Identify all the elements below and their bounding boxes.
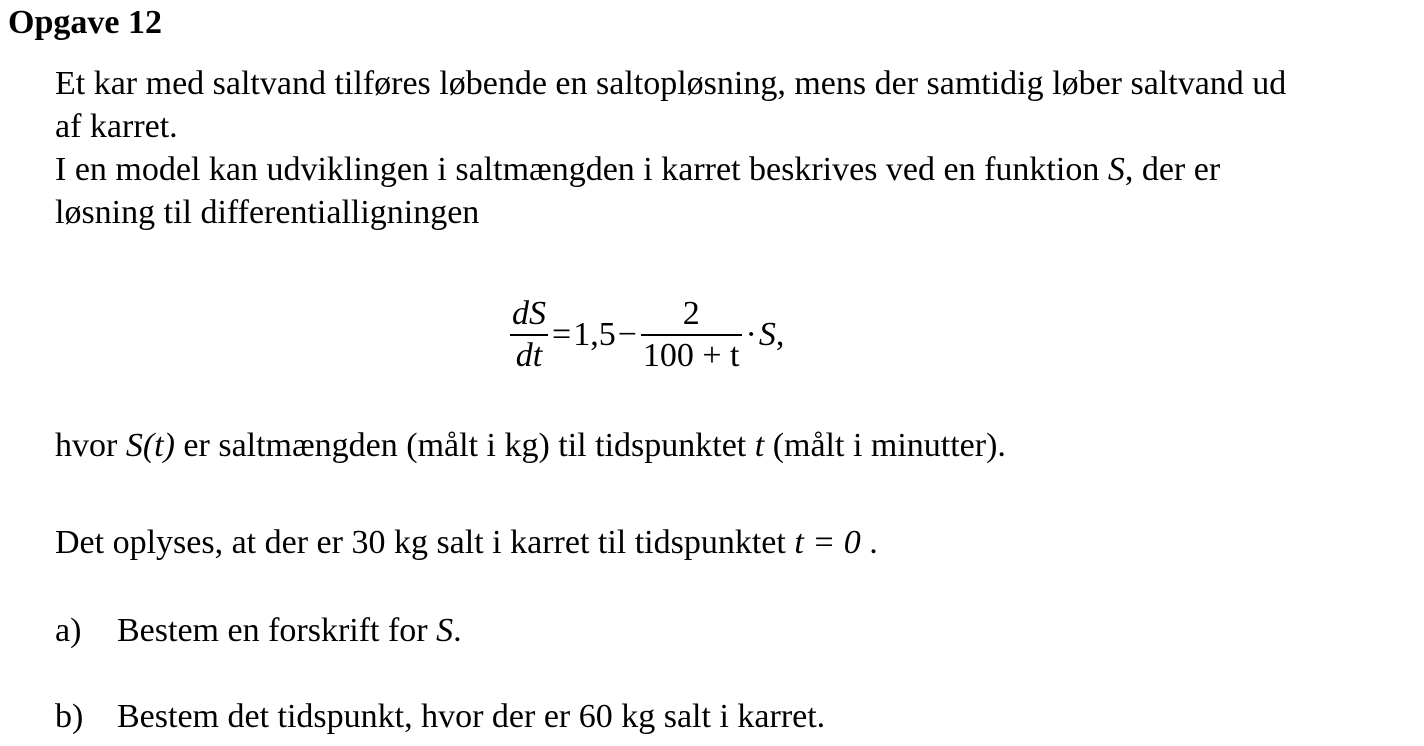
equation-function-symbol: S xyxy=(758,316,776,353)
rhs-denominator: 100 + t xyxy=(642,337,740,374)
rhs-numerator: 2 xyxy=(682,295,700,332)
initial-condition-post: . xyxy=(860,524,878,561)
question-a-period: . xyxy=(453,612,462,649)
question-a-function-symbol: S xyxy=(436,612,454,649)
minus-sign: − xyxy=(617,316,637,353)
question-a-text: Bestem en forskrift for xyxy=(117,612,437,649)
equation-trailing-comma: , xyxy=(775,316,785,353)
lhs-fraction xyxy=(510,294,548,376)
definition-paragraph xyxy=(55,424,1420,467)
intro-paragraph xyxy=(55,62,1420,148)
initial-condition-equation: t = 0 xyxy=(794,524,861,561)
model-line-1-post: , der er xyxy=(1124,151,1221,188)
intro-line-1: Et kar med saltvand tilføres løbende en saltopløsning, mens der samtidig løber saltvand ud xyxy=(55,65,1287,102)
differential-equation xyxy=(508,285,784,385)
model-paragraph xyxy=(55,148,1420,234)
constant-term: 1,5 xyxy=(573,316,616,353)
question-b-text: Bestem det tidspunkt, hvor der er 60 kg salt i karret. xyxy=(117,698,826,735)
question-a xyxy=(55,609,462,652)
definition-post: (målt i minutter). xyxy=(764,427,1006,464)
exercise-title: Opgave 12 xyxy=(8,4,162,41)
initial-condition-line xyxy=(55,521,1420,564)
definition-line xyxy=(55,424,1420,467)
rhs-fraction xyxy=(641,294,742,376)
model-line-1-pre: I en model kan udviklingen i saltmængden i karret beskrives ved en funktion xyxy=(55,151,1108,188)
initial-condition-pre: Det oplyses, at der er 30 kg salt i karret til tidspunktet xyxy=(55,524,795,561)
initial-condition-paragraph xyxy=(55,521,1420,564)
intro-line-2: af karret. xyxy=(55,108,178,145)
equals-sign: = xyxy=(552,316,572,353)
definition-function: S(t) xyxy=(125,427,175,464)
question-a-label: a) xyxy=(55,612,82,649)
lhs-numerator: dS xyxy=(512,295,546,332)
model-line-2: løsning til differentialligningen xyxy=(55,194,480,231)
model-line-1 xyxy=(55,148,1420,191)
function-symbol: S xyxy=(1107,151,1125,188)
definition-time-variable: t xyxy=(754,427,765,464)
definition-pre: hvor xyxy=(55,427,126,464)
lhs-denominator: dt xyxy=(515,337,543,374)
definition-mid: er saltmængden (målt i kg) til tidspunktet xyxy=(174,427,755,464)
multiplication-dot: · xyxy=(745,316,757,353)
question-b-label: b) xyxy=(55,698,84,735)
question-b xyxy=(55,695,825,738)
